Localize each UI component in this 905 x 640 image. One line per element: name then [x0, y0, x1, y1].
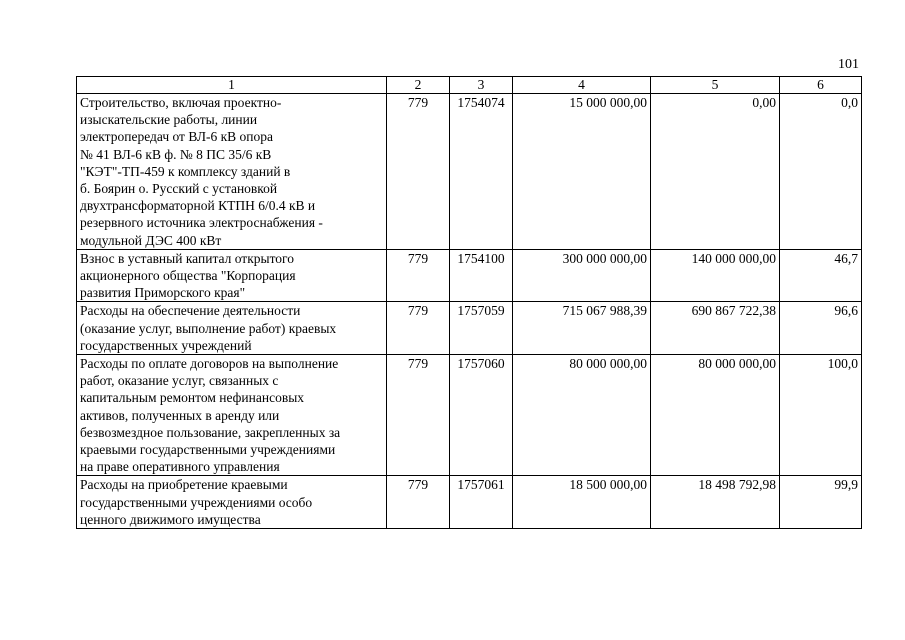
target-item-code: 1754100: [450, 249, 513, 302]
col-header-3: 3: [450, 77, 513, 94]
execution-percent: 46,7: [780, 249, 862, 302]
target-item-code: 1757059: [450, 302, 513, 355]
expense-name-line: безвозмездное пользование, закрепленных за: [80, 424, 341, 440]
execution-percent: 100,0: [780, 355, 862, 476]
expense-name: [77, 249, 387, 302]
expense-name-line: (оказание услуг, выполнение работ) краевых: [80, 320, 337, 336]
expense-name-line: Расходы на обеспечение деятельности: [80, 303, 301, 319]
expense-name: [77, 302, 387, 355]
table-row: [77, 355, 862, 476]
expense-name-line: электропередач от ВЛ-6 кВ опора: [80, 129, 274, 145]
col-header-4: 4: [513, 77, 651, 94]
expense-name: [77, 94, 387, 250]
header-row: [77, 77, 862, 94]
table-body: [77, 94, 862, 529]
budget-table: [76, 76, 862, 529]
target-item-code: 1754074: [450, 94, 513, 250]
expense-name-line: изыскательские работы, линии: [80, 112, 258, 128]
expense-name-line: № 41 ВЛ-6 кВ ф. № 8 ПС 35/6 кВ: [80, 146, 272, 162]
expense-name-line: развития Приморского края": [80, 285, 246, 301]
expense-name-line: на праве оперативного управления: [80, 459, 280, 475]
expense-name-line: акционерного общества "Корпорация: [80, 268, 296, 284]
table-row: [77, 302, 862, 355]
page-number: 101: [838, 57, 859, 72]
table-row: [77, 476, 862, 529]
expense-name-line: государственных учреждений: [80, 337, 252, 353]
expense-name: [77, 476, 387, 529]
expense-name-line: б. Боярин о. Русский с установкой: [80, 181, 278, 197]
department-code: 779: [387, 94, 450, 250]
expense-name-line: капитальным ремонтом нефинансовых: [80, 390, 305, 406]
executed-amount: 80 000 000,00: [651, 355, 780, 476]
approved-amount: 15 000 000,00: [513, 94, 651, 250]
executed-amount: 140 000 000,00: [651, 249, 780, 302]
approved-amount: 18 500 000,00: [513, 476, 651, 529]
department-code: 779: [387, 355, 450, 476]
expense-name-line: работ, оказание услуг, связанных с: [80, 373, 279, 389]
expense-name-line: Расходы по оплате договоров на выполнение: [80, 356, 339, 372]
executed-amount: 18 498 792,98: [651, 476, 780, 529]
table-row: [77, 249, 862, 302]
expense-name-line: резервного источника электроснабжения -: [80, 215, 323, 231]
expense-name-line: Строительство, включая проектно-: [80, 95, 282, 110]
approved-amount: 715 067 988,39: [513, 302, 651, 355]
department-code: 779: [387, 476, 450, 529]
expense-name-line: модульной ДЭС 400 кВт: [80, 232, 222, 248]
expense-name-line: активов, полученных в аренду или: [80, 407, 280, 423]
approved-amount: 80 000 000,00: [513, 355, 651, 476]
col-header-6: 6: [780, 77, 862, 94]
target-item-code: 1757060: [450, 355, 513, 476]
col-header-1: 1: [77, 77, 387, 94]
executed-amount: 690 867 722,38: [651, 302, 780, 355]
expense-name-line: Расходы на приобретение краевыми: [80, 477, 288, 493]
expense-name-line: Взнос в уставный капитал открытого: [80, 250, 295, 266]
expense-name: [77, 355, 387, 476]
col-header-5: 5: [651, 77, 780, 94]
expense-name-line: "КЭТ"-ТП-459 к комплексу зданий в: [80, 163, 291, 179]
executed-amount: 0,00: [651, 94, 780, 250]
department-code: 779: [387, 249, 450, 302]
col-header-2: 2: [387, 77, 450, 94]
expense-name-line: двухтрансформаторной КТПН 6/0.4 кВ и: [80, 198, 316, 214]
expense-name-line: краевыми государственными учреждениями: [80, 442, 336, 458]
table-row: [77, 94, 862, 250]
target-item-code: 1757061: [450, 476, 513, 529]
department-code: 779: [387, 302, 450, 355]
execution-percent: 0,0: [780, 94, 862, 250]
execution-percent: 99,9: [780, 476, 862, 529]
expense-name-line: государственными учреждениями особо: [80, 494, 313, 510]
approved-amount: 300 000 000,00: [513, 249, 651, 302]
expense-name-line: ценного движимого имущества: [80, 511, 261, 527]
execution-percent: 96,6: [780, 302, 862, 355]
